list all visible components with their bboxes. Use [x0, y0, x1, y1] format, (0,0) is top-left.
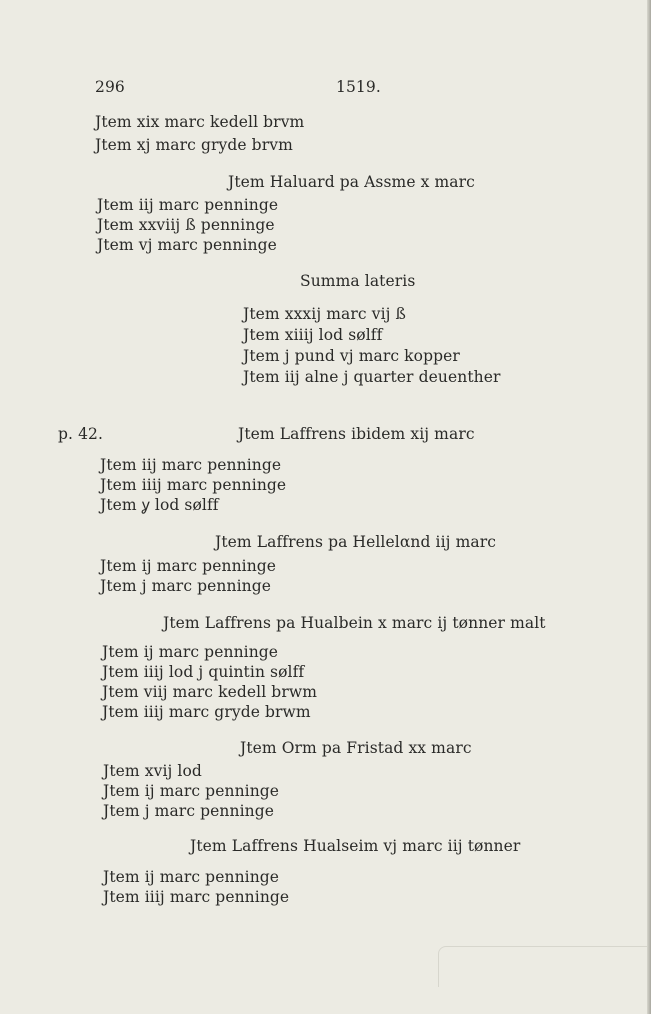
entry-line: Jtem vj marc penninge — [97, 236, 277, 254]
section-heading: Jtem Laffrens pa Hualbein x marc ij tønner malt — [163, 614, 546, 632]
entry-line: Jtem iij alne j quarter deuenther — [243, 368, 501, 386]
entry-line: Jtem iij marc penninge — [100, 456, 282, 474]
page-year: 1519. — [336, 78, 381, 96]
entry-line: Jtem j marc penninge — [100, 577, 272, 595]
entry-line: Jtem xxxij marc vij ß — [243, 305, 407, 323]
entry-line: Jtem xxviij ß penninge — [97, 216, 275, 234]
margin-note: p. 42. — [58, 425, 104, 443]
entry-line: Jtem iiij marc grydе brwm — [102, 703, 311, 721]
page-edge — [647, 0, 651, 1014]
entry-line: Jtem viij marc kedell brwm — [102, 683, 317, 701]
entry-line: Jtem ij marc penninge — [102, 643, 279, 661]
entry-line: Jtem ỿ lod sølff — [100, 496, 219, 514]
paper-fold — [438, 946, 651, 987]
entry-line: Jtem iiij lod j quintin sølff — [102, 663, 305, 681]
entry-line: Jtem ij marc penninge — [103, 868, 280, 886]
summa-heading: Summa lateris — [300, 272, 416, 290]
page-number: 296 — [95, 78, 125, 96]
section-heading: Jtem Laffrens ibidem xij marc — [238, 425, 475, 443]
entry-line: Jtem iiij marc penninge — [100, 476, 287, 494]
entry-line: Jtem xvij lod — [103, 762, 202, 780]
entry-line: Jtem iiij marc penninge — [103, 888, 290, 906]
entry-line: Jtem ij marc penninge — [103, 782, 280, 800]
section-heading: Jtem Orm pa Fristad xx marc — [240, 739, 472, 757]
section-heading: Jtem Laffrens Hualseim vj marc iij tønner — [190, 837, 521, 855]
entry-line: Jtem j pund vj marc kopper — [243, 347, 460, 365]
section-heading: Jtem Laffrens pa Hellelαnd iij marc — [215, 533, 496, 551]
entry-line: Jtem ij marc penninge — [100, 557, 277, 575]
entry-line: Jtem xix marc kedell brvm — [95, 113, 305, 131]
entry-line: Jtem iij marc penninge — [97, 196, 279, 214]
entry-line: Jtem j marc penninge — [103, 802, 275, 820]
entry-line: Jtem xiiij lod sølff — [243, 326, 383, 344]
entry-line: Jtem xj marc grydе brvm — [95, 136, 293, 154]
section-heading: Jtem Haluard pa Assme x marc — [228, 173, 475, 191]
